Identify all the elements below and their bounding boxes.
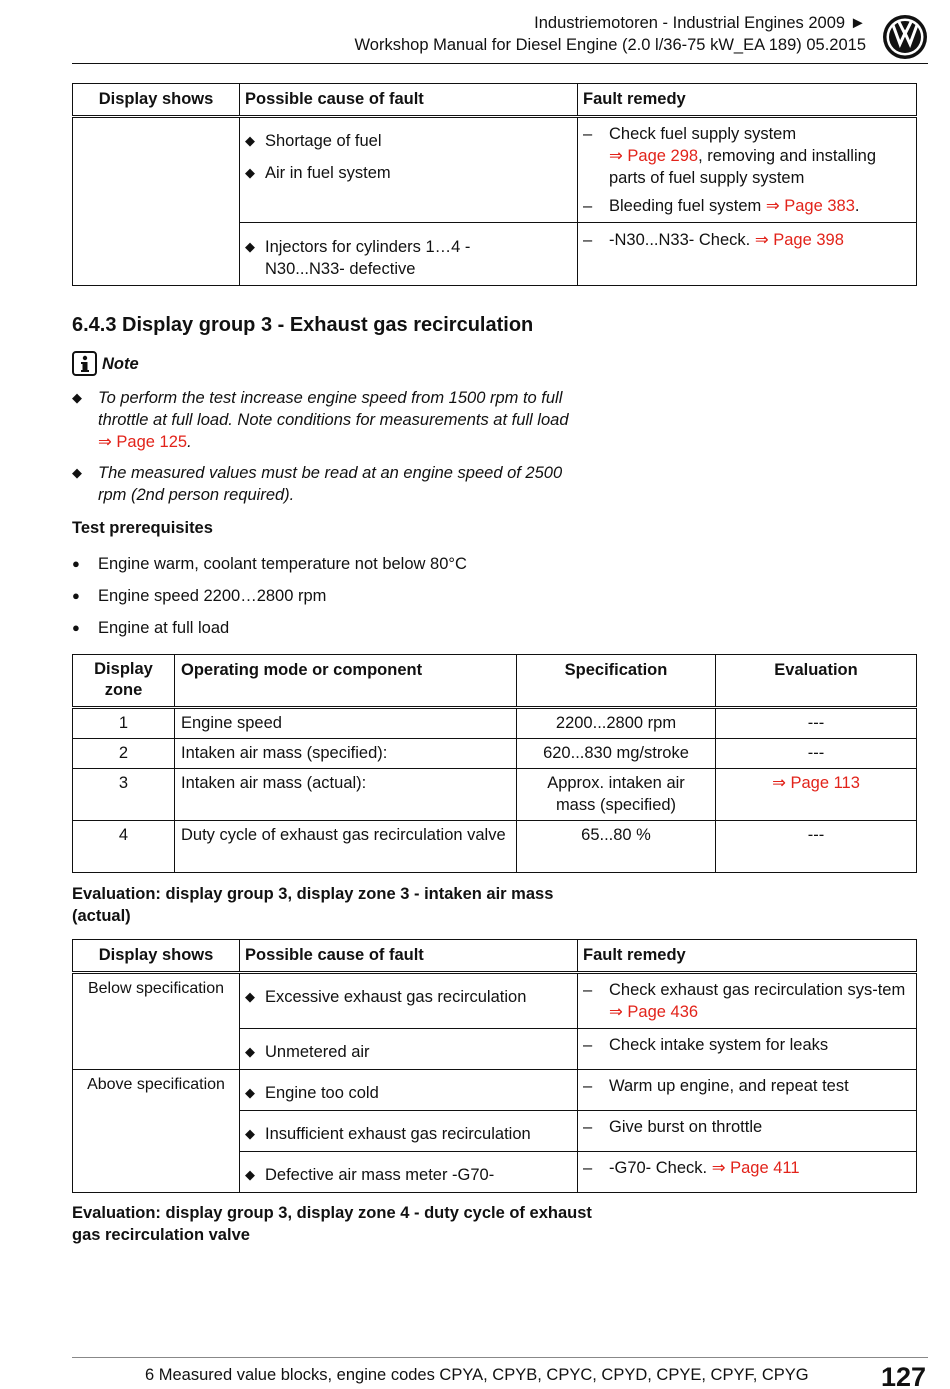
page-number: 127 (880, 1362, 926, 1389)
remedy-cell: – Check fuel supply system ⇒ Page 298, removing and installing parts of fuel supply system – Bleeding fuel system ⇒ Page 383. (578, 117, 917, 223)
remedy-text: -G70- Check. (609, 1159, 712, 1177)
component-cell: Engine speed (175, 708, 517, 739)
note-text: The measured values must be read at an engine speed of 2500 rpm (2nd person required). (98, 464, 563, 504)
bullet-diamond-icon: ◆ (245, 133, 255, 148)
note-label: Note (102, 354, 139, 373)
note-heading (72, 351, 139, 376)
cause-cell (240, 1111, 578, 1152)
page-link[interactable]: ⇒ Page 398 (754, 231, 844, 249)
bullet-diamond-icon: ◆ (245, 1044, 255, 1059)
display-shows-cell: Above specification (73, 1070, 240, 1193)
vw-logo (882, 14, 928, 60)
bullet-diamond-icon: ◆ (245, 1167, 255, 1182)
eval-link[interactable]: ⇒ Page 113 (716, 769, 917, 821)
spec-cell: 65...80 % (517, 821, 716, 873)
note-text: To perform the test increase engine speed from 1500 rpm to full throttle at full load. Note conditions for measurements at full load (98, 389, 569, 429)
cause-cell (240, 223, 578, 286)
eval-cell: --- (716, 708, 917, 739)
display-shows-cell: Below specification (73, 973, 240, 1070)
spec-cell: 620...830 mg/stroke (517, 739, 716, 769)
table-row (73, 739, 917, 769)
fault-table-top (72, 83, 917, 286)
zone-cell: 2 (73, 739, 175, 769)
prerequisite-text: Engine at full load (98, 619, 230, 637)
component-cell: Intaken air mass (specified): (175, 739, 517, 769)
remedy-cell: – Check exhaust gas recirculation sys-tem ⇒ Page 436 (578, 973, 917, 1029)
remedy-cell: – -G70- Check. ⇒ Page 411 (578, 1152, 917, 1193)
note-item (72, 387, 582, 453)
page-link[interactable]: ⇒ Page 125 (98, 433, 188, 451)
prerequisite-item (72, 553, 467, 575)
cause-cell (240, 1029, 578, 1070)
column-header-display-shows: Display shows (73, 84, 240, 117)
bullet-diamond-icon: ◆ (245, 989, 255, 1004)
header-rule (72, 63, 928, 64)
cause-item: Unmetered air (265, 1043, 370, 1061)
remedy-text-after: . (854, 197, 860, 215)
section-title: 6.4.3 Display group 3 - Exhaust gas recirculation (72, 314, 534, 336)
component-cell: Intaken air mass (actual): (175, 769, 517, 821)
bullet-diamond-icon: ◆ (72, 390, 82, 405)
display-group-table (72, 654, 917, 873)
remedy-cell: – -N30...N33- Check. ⇒ Page 398 (578, 223, 917, 286)
prerequisite-text: Engine warm, coolant temperature not below 80°C (98, 555, 467, 573)
info-icon (72, 351, 97, 376)
remedy-cell: – Check intake system for leaks (578, 1029, 917, 1070)
display-shows-cell (73, 117, 240, 286)
table-row (73, 769, 917, 821)
eval-cell: --- (716, 739, 917, 769)
fault-table-zone-3 (72, 939, 917, 1193)
bullet-dot-icon: ● (72, 620, 80, 635)
cause-item: Excessive exhaust gas recirculation (265, 988, 527, 1006)
bullet-dot-icon: ● (72, 588, 80, 603)
zone-cell: 4 (73, 821, 175, 873)
bullet-diamond-icon: ◆ (245, 1085, 255, 1100)
remedy-cell: – Warm up engine, and repeat test (578, 1070, 917, 1111)
page-link[interactable]: ⇒ Page 383 (765, 197, 855, 215)
note-text-after: . (187, 433, 192, 451)
spec-cell: Approx. intaken air mass (specified) (517, 769, 716, 821)
component-cell: Duty cycle of exhaust gas recirculation valve (175, 821, 517, 873)
bullet-dot-icon: ● (72, 556, 80, 571)
prerequisites-title: Test prerequisites (72, 519, 213, 537)
column-header-component: Operating mode or component (175, 655, 517, 708)
cause-item: Shortage of fuel (265, 132, 382, 150)
page-link[interactable]: ⇒ Page 411 (711, 1159, 800, 1177)
cause-item: Engine too cold (265, 1084, 379, 1102)
page-link[interactable]: ⇒ Page 298 (609, 147, 699, 165)
cause-item: Defective air mass meter -G70- (265, 1166, 495, 1184)
page-link[interactable]: ⇒ Page 436 (609, 1003, 699, 1021)
table-row (73, 1070, 917, 1111)
cause-cell (240, 973, 578, 1029)
cause-cell (240, 1070, 578, 1111)
table-row (73, 708, 917, 739)
column-header-possible-cause: Possible cause of fault (240, 940, 578, 973)
column-header-fault-remedy: Fault remedy (578, 84, 917, 117)
remedy-text: Bleeding fuel system (609, 197, 766, 215)
remedy-text: Give burst on throttle (609, 1118, 763, 1136)
footer-rule (72, 1357, 928, 1358)
footer-chapter-text: 6 Measured value blocks, engine codes CPYA, CPYB, CPYC, CPYD, CPYE, CPYF, CPYG (145, 1366, 809, 1384)
bullet-diamond-icon: ◆ (245, 165, 255, 180)
column-header-display-zone: Display zone (73, 655, 175, 708)
zone-cell: 1 (73, 708, 175, 739)
table-row (73, 821, 917, 873)
prerequisite-text: Engine speed 2200…2800 rpm (98, 587, 327, 605)
eval-cell: --- (716, 821, 917, 873)
zone-cell: 3 (73, 769, 175, 821)
cause-cell (240, 117, 578, 223)
remedy-text: Check intake system for leaks (609, 1036, 829, 1054)
column-header-display-shows: Display shows (73, 940, 240, 973)
column-header-specification: Specification (517, 655, 716, 708)
remedy-text: Check exhaust gas recirculation sys-tem (609, 981, 906, 999)
evaluation-heading-zone-4: Evaluation: display group 3, display zone 4 - duty cycle of exhaust gas recirculation valve (72, 1204, 592, 1244)
cause-item: Insufficient exhaust gas recirculation (265, 1125, 531, 1143)
header-title-line-2: Workshop Manual for Diesel Engine (2.0 l/36-75 kW_EA 189) 05.2015 (354, 36, 866, 54)
bullet-diamond-icon: ◆ (245, 239, 255, 254)
cause-item: Injectors for cylinders 1…4 -N30...N33- defective (265, 238, 471, 278)
cause-item: Air in fuel system (265, 164, 391, 182)
remedy-text: Check fuel supply system (609, 125, 797, 143)
bullet-diamond-icon: ◆ (245, 1126, 255, 1141)
remedy-cell: – Give burst on throttle (578, 1111, 917, 1152)
header-title-line-1: Industriemotoren - Industrial Engines 2009 ► (534, 14, 866, 32)
spec-cell: 2200...2800 rpm (517, 708, 716, 739)
bullet-diamond-icon: ◆ (72, 465, 82, 480)
evaluation-heading-zone-3: Evaluation: display group 3, display zone 3 - intaken air mass (actual) (72, 885, 554, 925)
column-header-possible-cause: Possible cause of fault (240, 84, 578, 117)
table-row (73, 973, 917, 1029)
cause-cell (240, 1152, 578, 1193)
prerequisite-item (72, 585, 326, 607)
note-item (72, 462, 582, 506)
prerequisite-item (72, 617, 229, 639)
remedy-text: Warm up engine, and repeat test (609, 1077, 849, 1095)
remedy-text: -N30...N33- Check. (609, 231, 755, 249)
column-header-evaluation: Evaluation (716, 655, 917, 708)
column-header-fault-remedy: Fault remedy (578, 940, 917, 973)
remedy-text-after: , removing and installing parts of fuel supply system (609, 147, 876, 187)
